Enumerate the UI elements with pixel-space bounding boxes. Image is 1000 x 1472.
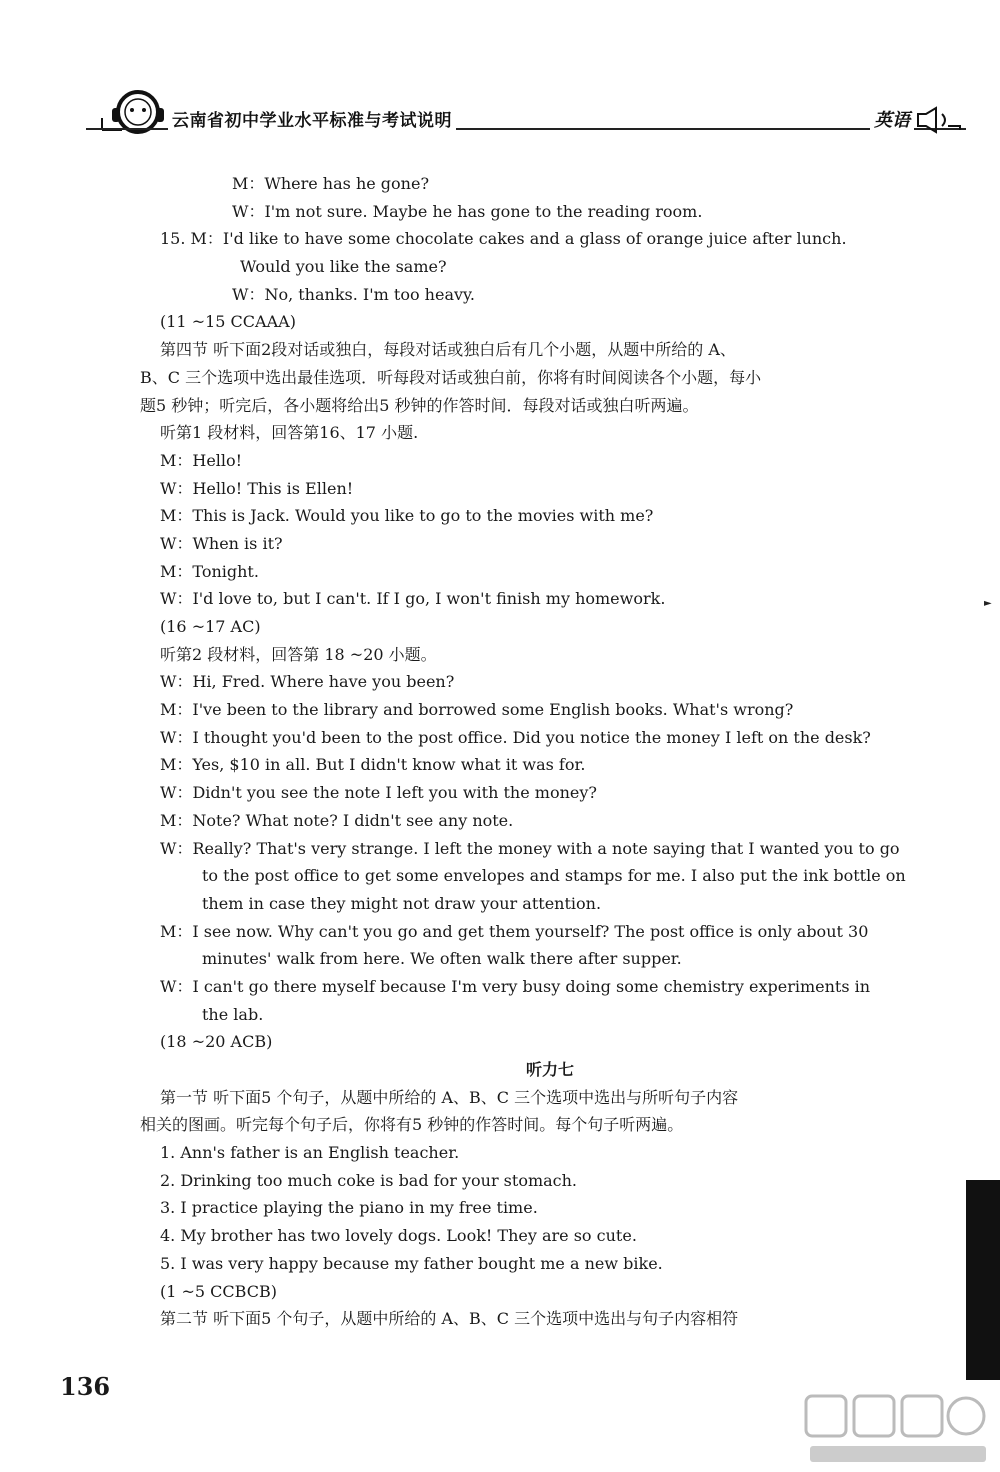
text-line: M：Note? What note? I didn't see any note. xyxy=(160,810,514,830)
text-line: M：Hello! xyxy=(160,450,243,470)
text-line: W：No, thanks. I'm too heavy. xyxy=(232,284,476,304)
text-line: the lab. xyxy=(202,1004,264,1024)
page-edge-tab xyxy=(966,1180,1000,1380)
text-line: W：I can't go there myself because I'm very busy doing some chemistry experiments in xyxy=(160,976,871,996)
text-line: M：I see now. Why can't you go and get them yourself? The post office is only about 30 xyxy=(160,921,869,941)
text-line: 题5 秒钟；听完后，各小题将给出5 秒钟的作答时间．每段对话或独白听两遍。 xyxy=(140,395,699,415)
subject-label: 英语 xyxy=(870,106,914,132)
text-line: 听第1 段材料，回答第16、17 小题. xyxy=(160,423,419,443)
text-line: W：Hello! This is Ellen! xyxy=(160,478,354,498)
arrow-right-icon: ► xyxy=(984,598,992,609)
text-line: M：Tonight. xyxy=(160,561,259,581)
text-line: 听第2 段材料，回答第 18 ~20 小题。 xyxy=(160,644,437,664)
text-line: M：Yes, $10 in all. But I didn't know what it was for. xyxy=(160,755,586,775)
text-line: to the post office to get some envelopes and stamps for me. I also put the ink bottle on xyxy=(202,866,906,886)
watermark-logo xyxy=(800,1392,990,1468)
text-line: 第一节 听下面5 个句子，从题中所给的 A、B、C 三个选项中选出与所听句子内容 xyxy=(160,1087,739,1107)
text-line: M：Where has he gone? xyxy=(232,174,430,193)
text-line: W：Really? That's very strange. I left the money with a note saying that I wanted you to go xyxy=(160,838,900,858)
text-line: (18 ~20 ACB) xyxy=(160,1032,273,1052)
text-line: them in case they might not draw your attention. xyxy=(202,893,602,913)
text-line: 1. Ann's father is an English teacher. xyxy=(160,1143,460,1163)
text-line: 第二节 听下面5 个句子，从题中所给的 A、B、C 三个选项中选出与句子内容相符 xyxy=(160,1309,739,1329)
text-line: 相关的图画。听完每个句子后，你将有5 秒钟的作答时间。每个句子听两遍。 xyxy=(140,1115,684,1135)
book-title: 云南省初中学业水平标准与考试说明 xyxy=(168,106,456,131)
text-line: W：Hi, Fred. Where have you been? xyxy=(160,672,455,692)
text-line: W：I'd love to, but I can't. If I go, I won't finish my homework. xyxy=(160,589,666,609)
text-line: 3. I practice playing the piano in my free time. xyxy=(160,1198,538,1218)
text-line: M：This is Jack. Would you like to go to the movies with me? xyxy=(160,506,654,526)
page-header xyxy=(76,86,966,146)
text-line: (16 ~17 AC) xyxy=(160,617,261,636)
text-line: Would you like the same? xyxy=(240,257,447,277)
text-line: (1 ~5 CCBCB) xyxy=(160,1281,277,1301)
text-line: W：Didn't you see the note I left you with the money? xyxy=(160,783,597,803)
page-body xyxy=(140,170,940,1333)
text-line: 15. M：I'd like to have some chocolate cakes and a glass of orange juice after lunch. xyxy=(160,229,847,249)
text-line: (11 ~15 CCAAA) xyxy=(160,312,296,332)
text-line: 第四节 听下面2段对话或独白，每段对话或独白后有几个小题，从题中所给的 A、 xyxy=(160,340,736,360)
text-line: minutes' walk from here. We often walk there after supper. xyxy=(202,949,682,969)
text-line: W：I thought you'd been to the post office. Did you notice the money I left on the desk? xyxy=(160,727,871,747)
text-line: W：When is it? xyxy=(160,533,283,553)
text-line: 4. My brother has two lovely dogs. Look! They are so cute. xyxy=(160,1226,637,1246)
text-line: 2. Drinking too much coke is bad for your stomach. xyxy=(160,1170,578,1190)
page-number: 136 xyxy=(60,1372,111,1401)
text-line: M：I've been to the library and borrowed some English books. What's wrong? xyxy=(160,700,794,720)
text-line: B、C 三个选项中选出最佳选项．听每段对话或独白前，你将有时间阅读各个小题，每小 xyxy=(140,367,762,387)
section-heading: 听力七 xyxy=(525,1060,574,1079)
text-line: 5. I was very happy because my father bought me a new bike. xyxy=(160,1253,663,1273)
text-line: W：I'm not sure. Maybe he has gone to the reading room. xyxy=(232,201,703,221)
speaker-icon xyxy=(914,106,962,134)
